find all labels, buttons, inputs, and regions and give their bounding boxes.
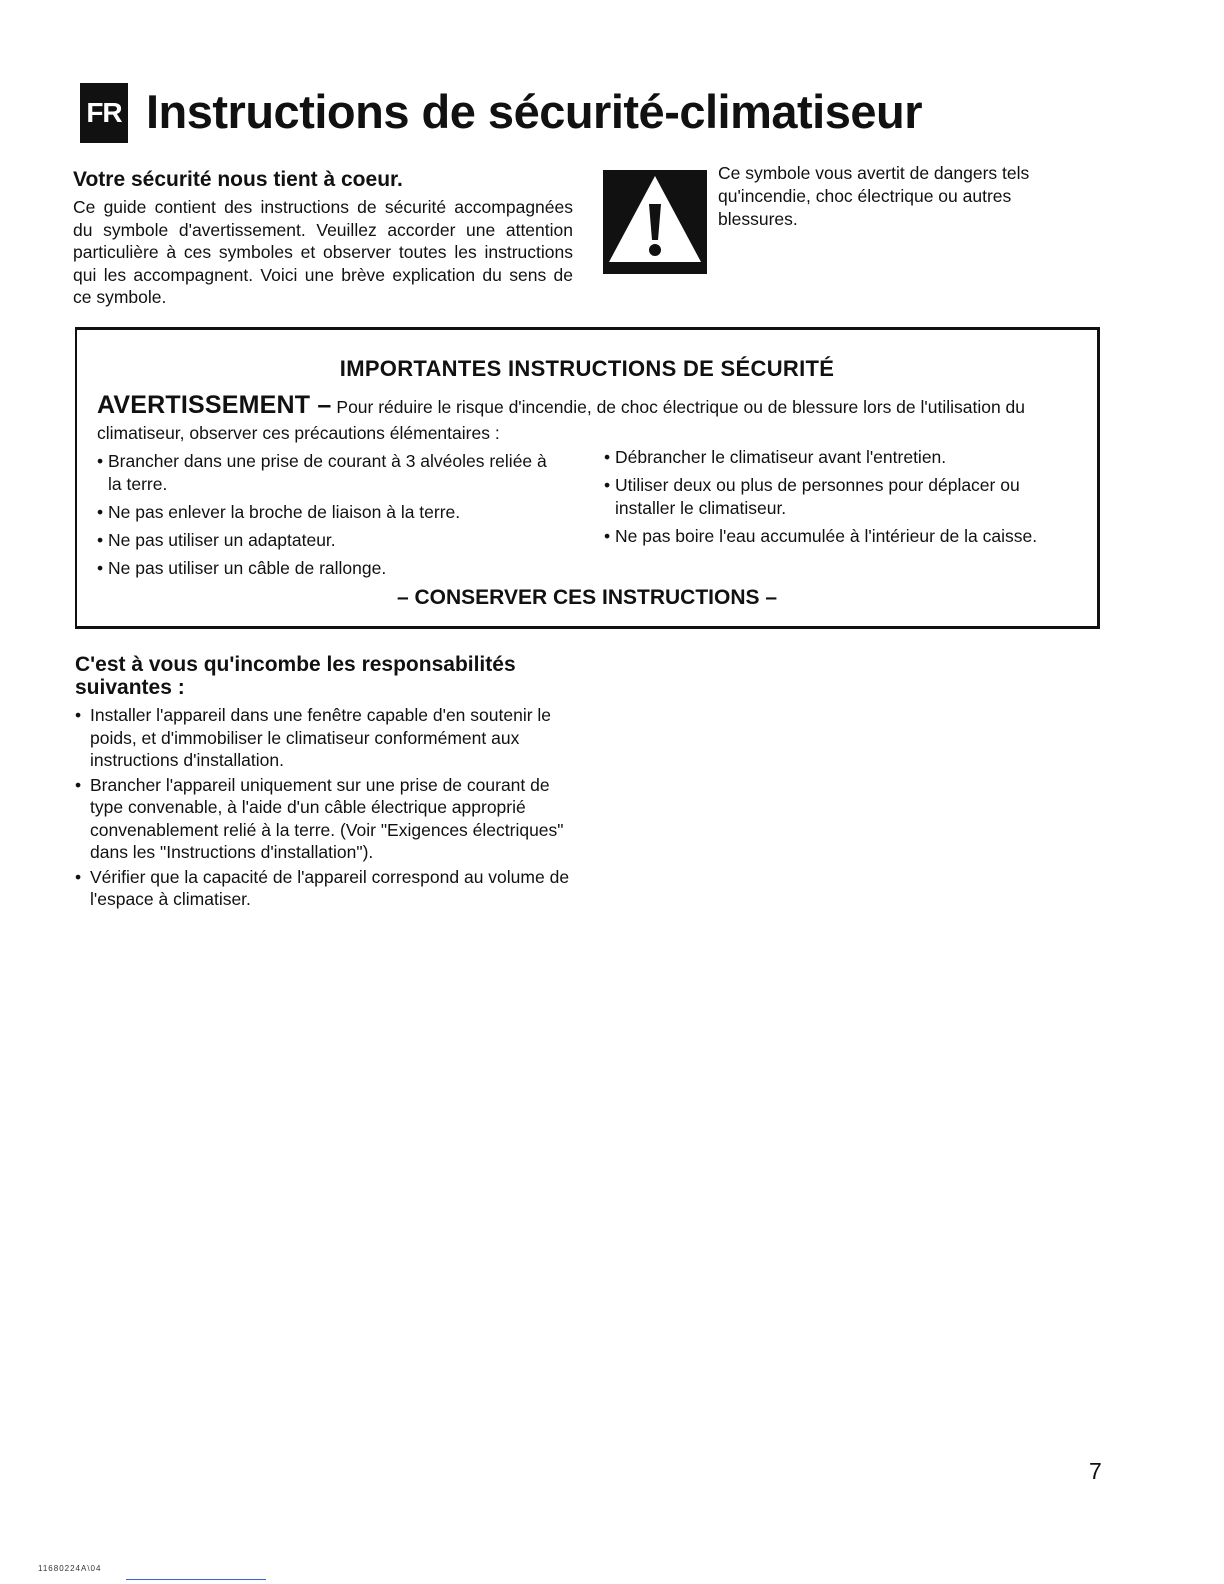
list-item: • Vérifier que la capacité de l'appareil correspond au volume de l'espace à climatiser. xyxy=(75,866,570,909)
warning-paragraph xyxy=(97,392,1087,446)
intro-heading: Votre sécurité nous tient à coeur. xyxy=(73,168,403,191)
important-title: IMPORTANTES INSTRUCTIONS DE SÉCURITÉ xyxy=(339,356,835,381)
page-title: Instructions de sécurité-climatiseur xyxy=(146,85,923,138)
list-item: • Ne pas utiliser un adaptateur. xyxy=(97,530,336,550)
intro-text: Ce guide contient des instructions de sécurité accompagnées du symbole d'avertissement. Veuillez accorder une attention particulière à ces symboles et observer toutes les instructions qui les accompagnent. Voici une brève explication du sens de ce symbole. xyxy=(73,197,573,307)
footer-link-underline xyxy=(126,1579,266,1580)
list-item: • Utiliser deux ou plus de personnes pour déplacer ou installer le climatiseur. xyxy=(604,475,1020,518)
language-badge: FR xyxy=(80,83,128,143)
warning-text: Pour réduire le risque d'incendie, de choc électrique ou de blessure lors de l'utilisation du climatiseur, observer ces précautions élémentaires : xyxy=(97,397,1026,443)
page-number: 7 xyxy=(1089,1458,1102,1484)
list-item: • Ne pas boire l'eau accumulée à l'intérieur de la caisse. xyxy=(604,526,1038,546)
responsibilities-list xyxy=(75,704,585,913)
list-item: • Ne pas enlever la broche de liaison à la terre. xyxy=(97,502,461,522)
list-item: • Débrancher le climatiseur avant l'entretien. xyxy=(604,447,947,467)
list-item: • Brancher dans une prise de courant à 3 alvéoles reliée à la terre. xyxy=(97,451,547,494)
warning-triangle-icon xyxy=(603,170,707,274)
warning-label: AVERTISSEMENT – xyxy=(97,391,332,419)
symbol-explanation: Ce symbole vous avertit de dangers tels qu'incendie, choc électrique ou autres blessures. xyxy=(718,163,1030,229)
document-code: 11680224A\04 xyxy=(38,1564,102,1573)
precautions-left-list xyxy=(97,450,557,585)
list-item: • Installer l'appareil dans une fenêtre capable d'en soutenir le poids, et d'immobiliser le climatiseur conformément aux instructions d'installation. xyxy=(75,705,552,770)
precautions-right-list xyxy=(604,446,1084,553)
important-safety-box xyxy=(75,327,1100,629)
list-item: • Brancher l'appareil uniquement sur une prise de courant de type convenable, à l'aide d'un câble électrique approprié convenablement relié à la terre. (Voir "Exigences électriques" dans les "Instructions d'installation"). xyxy=(75,774,564,862)
list-item: • Ne pas utiliser un câble de rallonge. xyxy=(97,558,387,578)
responsibilities-heading: C'est à vous qu'incombe les responsabilités suivantes : xyxy=(75,653,516,699)
keep-instructions-footer: – CONSERVER CES INSTRUCTIONS – xyxy=(396,586,778,609)
